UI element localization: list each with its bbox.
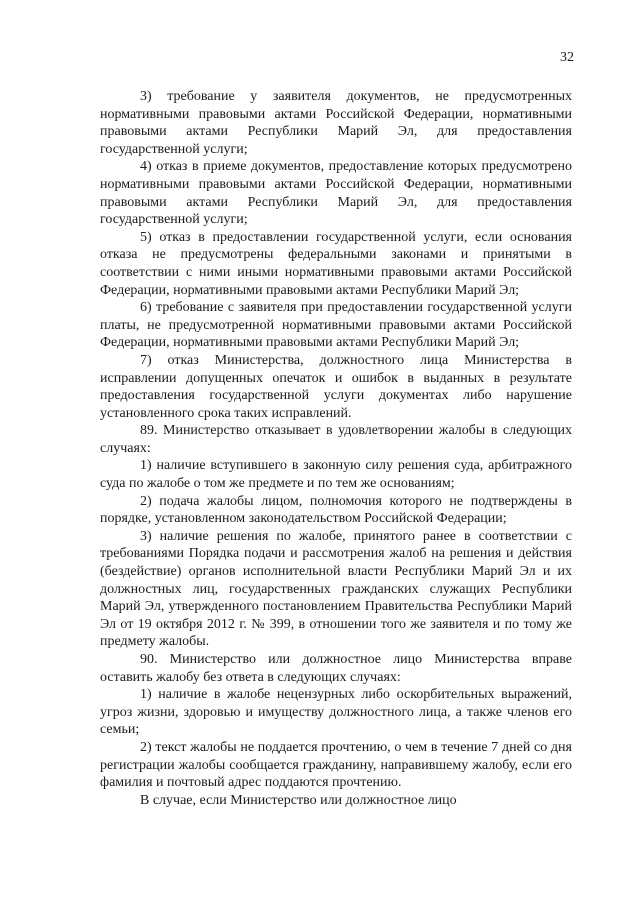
paragraph: 3) наличие решения по жалобе, принятого ранее в соответствии с требованиями Порядка подачи и рассмотрения жалоб на решения и действия (бездействие) органов исполнительной власти Республики Марий Эл и их должностных лиц, государственных гражданских служащих Республики Марий Эл, утвержденного постановлением Правительства Республики Марий Эл от 19 октября 2012 г. № 399, в отношении того же заявителя и по тому же предмету жалобы.	[100, 528, 572, 650]
paragraph: 3) требование у заявителя документов, не предусмотренных нормативными правовыми актами Российской Федерации, нормативными правовыми актами Республики Марий Эл, для предоставления государственной услуги;	[100, 89, 572, 157]
paragraph: В случае, если Министерство или должностное лицо	[140, 792, 457, 808]
paragraph: 4) отказ в приеме документов, предоставление которых предусмотрено нормативными правовыми актами Российской Федерации, нормативными правовыми актами Республики Марий Эл, для предоставления государственной услуги;	[100, 159, 572, 228]
paragraph: 89. Министерство отказывает в удовлетворении жалобы в следующих случаях:	[100, 423, 572, 456]
document-body	[100, 88, 572, 809]
paragraph: 1) наличие в жалобе нецензурных либо оскорбительных выражений, угроз жизни, здоровью и имуществу должностного лица, а также членов его семьи;	[100, 687, 572, 738]
paragraph: 7) отказ Министерства, должностного лица Министерства в исправлении допущенных опечаток и ошибок в выданных в результате предоставления государственной услуги документах либо нарушение установленного срока таких исправлений.	[100, 352, 572, 421]
paragraph: 6) требование с заявителя при предоставлении государственной услуги платы, не предусмотренной нормативными правовыми актами Российской Федерации, нормативными правовыми актами Республики Марий Эл;	[100, 300, 572, 351]
paragraph: 1) наличие вступившего в законную силу решения суда, арбитражного суда по жалобе о том же предмете и по тем же основаниям;	[100, 458, 572, 492]
paragraph: 2) текст жалобы не поддается прочтению, о чем в течение 7 дней со дня регистрации жалобы сообщается гражданину, направившему жалобу, если его фамилия и почтовый адрес поддаются прочтению.	[100, 739, 572, 791]
paragraph: 5) отказ в предоставлении государственной услуги, если основания отказа не предусмотрены федеральными законами и принятыми в соответствии с ними иными нормативными правовыми актами Российской Федерации, нормативными правовыми актами Республики Марий Эл;	[100, 229, 572, 298]
paragraph: 90. Министерство или должностное лицо Министерства вправе оставить жалобу без ответа в следующих случаях:	[100, 652, 572, 685]
page-number: 32	[560, 50, 574, 65]
paragraph: 2) подача жалобы лицом, полномочия которого не подтверждены в порядке, установленном законодательством Российской Федерации;	[100, 493, 572, 527]
